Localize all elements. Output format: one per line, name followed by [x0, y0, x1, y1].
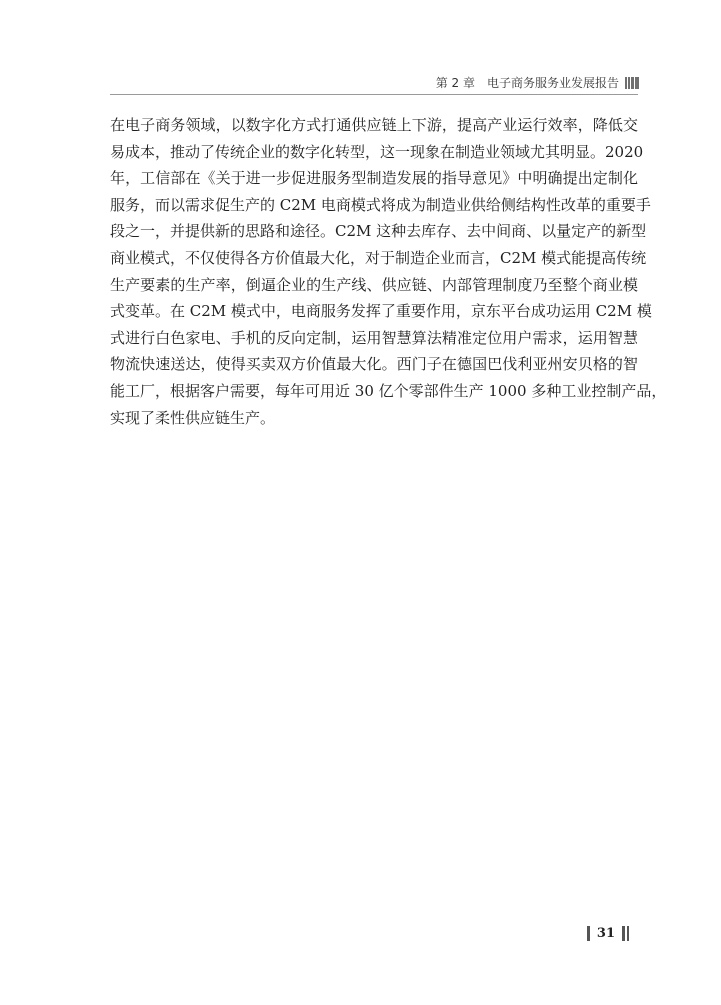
running-header	[436, 74, 639, 91]
paragraph-line: 商业模式，不仅使得各方价值最大化，对于制造企业而言，C2M 模式能提高传统	[110, 248, 647, 267]
header-rule	[110, 94, 638, 95]
paragraph-line: 易成本，推动了传统企业的数字化转型，这一现象在制造业领域尤其明显。2020	[110, 142, 644, 161]
page-number: 31	[596, 926, 615, 941]
body-paragraph	[110, 112, 667, 431]
paragraph-line: 段之一，并提供新的思路和途径。C2M 这种去库存、去中间商、以量定产的新型	[110, 222, 647, 241]
page-footer	[587, 926, 629, 941]
header-bars-ornament	[624, 77, 639, 89]
footer-left-bars	[587, 926, 590, 941]
chapter-label: 第 2 章	[435, 76, 475, 90]
paragraph-line: 服务，而以需求促生产的 C2M 电商模式将成为制造业供给侧结构性改革的重要手	[110, 195, 651, 214]
chapter-title: 电子商务服务业发展报告	[486, 76, 619, 90]
paragraph-line: 式进行白色家电、手机的反向定制，运用智慧算法精准定位用户需求，运用智慧	[110, 328, 638, 347]
paragraph-line: 实现了柔性供应链生产。	[110, 408, 276, 427]
paragraph-line: 式变革。在 C2M 模式中，电商服务发挥了重要作用，京东平台成功运用 C2M 模	[110, 302, 652, 321]
paragraph-line: 年，工信部在《关于进一步促进服务型制造发展的指导意见》中明确提出定制化	[110, 169, 638, 188]
paragraph-line: 在电子商务领域，以数字化方式打通供应链上下游，提高产业运行效率，降低交	[110, 116, 638, 134]
paragraph-line: 物流快速送达，使得买卖双方价值最大化。西门子在德国巴伐利亚州安贝格的智	[110, 355, 638, 374]
paragraph-line: 生产要素的生产率，倒逼企业的生产线、供应链、内部管理制度乃至整个商业模	[110, 275, 638, 294]
footer-right-bars	[622, 926, 629, 941]
paragraph-line: 能工厂，根据客户需要，每年可用近 30 亿个零部件生产 1000 多种工业控制产品，	[110, 381, 667, 400]
